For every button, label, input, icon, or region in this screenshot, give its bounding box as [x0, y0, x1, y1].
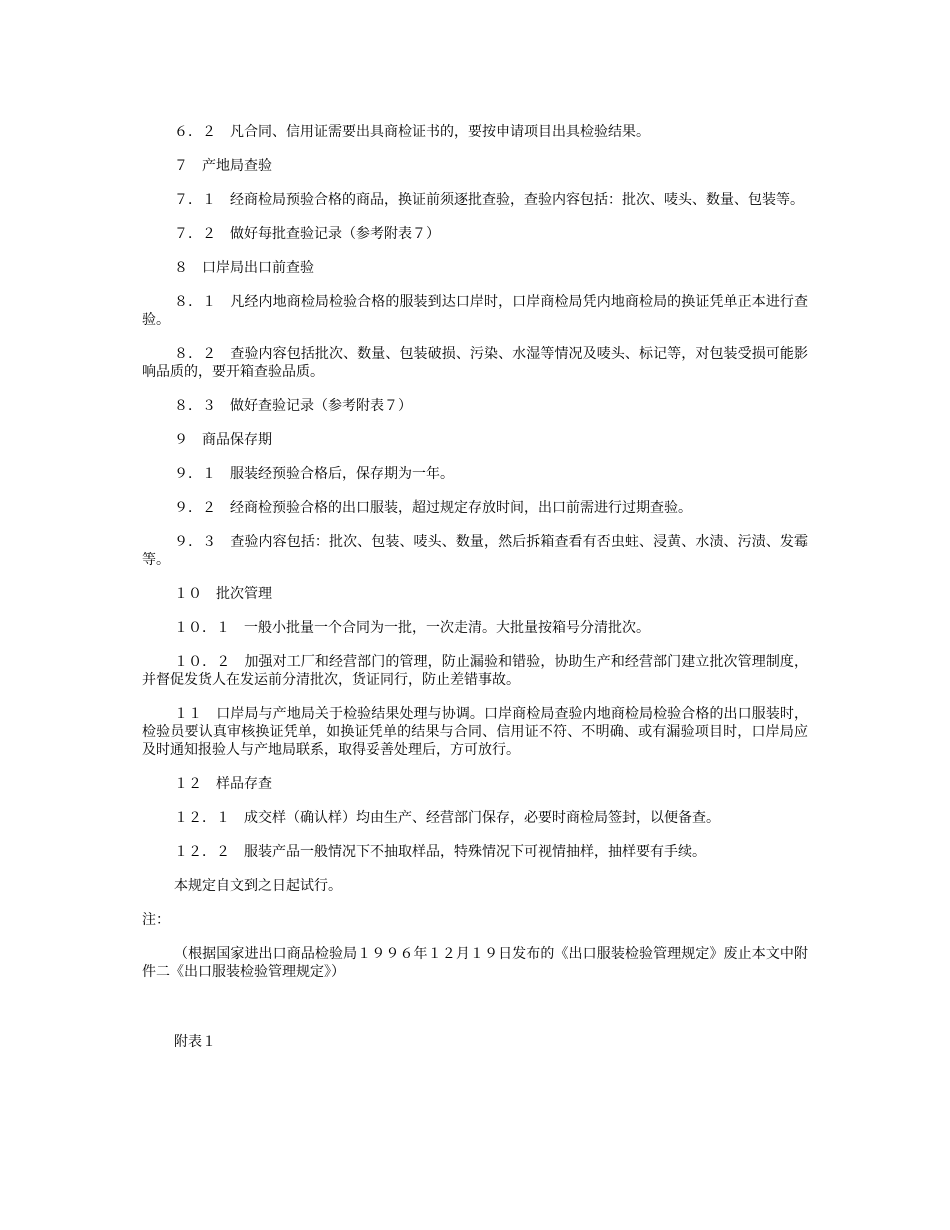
- heading-7: ７ 产地局查验: [174, 158, 272, 174]
- appendix-label: 附表１: [174, 1034, 216, 1050]
- paragraph-8-3: ８．３ 做好查验记录（参考附表７）: [174, 398, 412, 414]
- paragraph-9-1: ９．１ 服装经预验合格后，保存期为一年。: [174, 466, 454, 482]
- paragraph-9-3: ９．３ 查验内容包括：批次、包装、唛头、数量，然后拆箱查看有否虫蛀、浸黄、水渍、污渍、发霉等。: [142, 534, 808, 568]
- paragraph-8-2: ８．２ 查验内容包括批次、数量、包装破损、污染、水湿等情况及唛头、标记等，对包装受损可能影响品质的，要开箱查验品质。: [142, 346, 808, 380]
- note-text: （根据国家进出口商品检验局１９９６年１２月１９日发布的《出口服装检验管理规定》废止本文中附件二《出口服装检验管理规定》）: [142, 946, 808, 980]
- heading-12: １２ 样品存查: [174, 776, 272, 792]
- paragraph-10-2: １０．２ 加强对工厂和经营部门的管理，防止漏验和错验，协助生产和经营部门建立批次管理制度，并督促发货人在发运前分清批次，货证同行，防止差错事故。: [142, 654, 808, 688]
- heading-8: ８ 口岸局出口前查验: [174, 260, 314, 276]
- paragraph-7-1: ７．１ 经商检局预验合格的商品，换证前须逐批查验，查验内容包括：批次、唛头、数量、包装等。: [174, 192, 804, 208]
- paragraph-8-1: ８．１ 凡经内地商检局检验合格的服装到达口岸时，口岸商检局凭内地商检局的换证凭单正本进行查验。: [142, 294, 808, 328]
- paragraph-6-2: ６．２ 凡合同、信用证需要出具商检证书的，要按申请项目出具检验结果。: [174, 124, 650, 140]
- paragraph-12-2: １２．２ 服装产品一般情况下不抽取样品，特殊情况下可视情抽样，抽样要有手续。: [174, 844, 706, 860]
- heading-9: ９ 商品保存期: [174, 432, 272, 448]
- closing-statement: 本规定自文到之日起试行。: [174, 878, 342, 894]
- paragraph-12-1: １２．１ 成交样（确认样）均由生产、经营部门保存，必要时商检局签封，以便备查。: [174, 810, 720, 826]
- heading-10: １０ 批次管理: [174, 586, 272, 602]
- note-label: 注：: [142, 912, 170, 928]
- paragraph-7-2: ７．２ 做好每批查验记录（参考附表７）: [174, 226, 440, 242]
- paragraph-11: １１ 口岸局与产地局关于检验结果处理与协调。口岸商检局查验内地商检局检验合格的出口服装时，检验员要认真审核换证凭单，如换证凭单的结果与合同、信用证不符、不明确、或有漏验项目时，口岸局应及时通知报验人与产地局联系，取得妥善处理后，方可放行。: [142, 706, 808, 758]
- paragraph-10-1: １０．１ 一般小批量一个合同为一批，一次走清。大批量按箱号分清批次。: [174, 620, 650, 636]
- paragraph-9-2: ９．２ 经商检预验合格的出口服装，超过规定存放时间，出口前需进行过期查验。: [174, 500, 692, 516]
